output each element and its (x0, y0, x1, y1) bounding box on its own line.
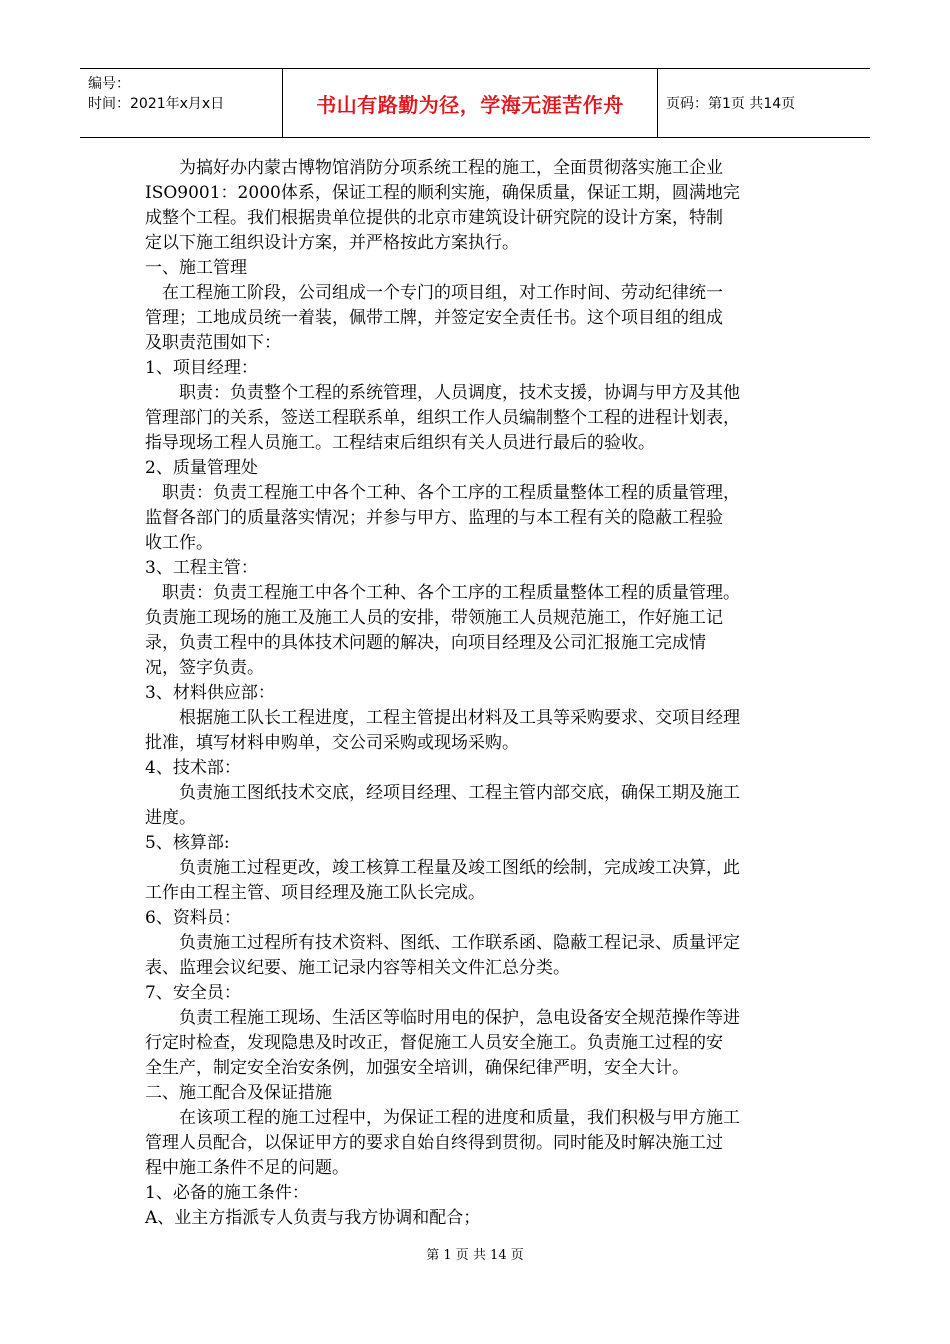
body-text-line: ISO9001：2000体系，保证工程的顺利实施，确保质量，保证工期，圆满地完 (145, 183, 740, 203)
body-text-line: 在该项工程的施工过程中，为保证工程的进度和质量，我们积极与甲方施工 (145, 1108, 740, 1128)
body-text-line: 二、施工配合及保证措施 (145, 1083, 332, 1103)
body-text-line: 5、核算部: (145, 833, 230, 853)
body-text-line: 负责施工图纸技术交底，经项目经理、工程主管内部交底，确保工期及施工 (145, 783, 740, 803)
document-body (145, 156, 807, 1231)
body-text-line: 6、资料员： (145, 908, 241, 928)
body-text-line: 管理部门的关系，签送工程联系单，组织工作人员编制整个工程的进程计划表， (145, 408, 740, 428)
body-text-line: 录，负责工程中的具体技术问题的解决，向项目经理及公司汇报施工完成情 (145, 633, 706, 653)
body-text-line: A、业主方指派专人负责与我方协调和配合； (145, 1208, 481, 1228)
page-footer: 第 1 页 共 14 页 (426, 1248, 524, 1263)
body-text-line: 收工作。 (145, 533, 213, 553)
body-text-line: 职责：负责工程施工中各个工种、各个工序的工程质量整体工程的质量管理。 (145, 583, 740, 603)
document-number-label: 编号： (88, 76, 130, 92)
header-page-cell (658, 69, 870, 137)
body-text-line: 表、监理会议纪要、施工记录内容等相关文件汇总分类。 (145, 958, 570, 978)
body-text-line: 1、项目经理： (145, 358, 258, 378)
header-slogan-cell (283, 69, 658, 137)
body-text-line: 负责工程施工现场、生活区等临时用电的保护，急电设备安全规范操作等进 (145, 1008, 740, 1028)
document-header (80, 68, 870, 138)
body-text-line: 全生产，制定安全治安条例，加强安全培训，确保纪律严明，安全大计。 (145, 1058, 689, 1078)
header-slogan: 书山有路勤为径，学海无涯苦作舟 (316, 92, 624, 117)
body-text-line: 一、施工管理 (145, 258, 247, 278)
body-text-line: 职责：负责整个工程的系统管理，人员调度，技术支援，协调与甲方及其他 (145, 383, 740, 403)
body-text-line: 2、质量管理处 (145, 458, 258, 478)
body-text-line: 管理；工地成员统一着装，佩带工牌，并签定安全责任书。这个项目组的组成 (145, 308, 723, 328)
body-text-line: 负责施工过程更改，竣工核算工程量及竣工图纸的绘制，完成竣工决算，此 (145, 858, 740, 878)
body-text-line: 监督各部门的质量落实情况；并参与甲方、监理的与本工程有关的隐蔽工程验 (145, 508, 723, 528)
body-text-line: 1、必备的施工条件： (145, 1183, 309, 1203)
body-text-line: 成整个工程。我们根据贵单位提供的北京市建筑设计研究院的设计方案，特制 (145, 208, 723, 228)
body-text-line: 及职责范围如下： (145, 333, 281, 353)
body-text-line: 工作由工程主管、项目经理及施工队长完成。 (145, 883, 485, 903)
body-text-line: 管理人员配合，以保证甲方的要求自始自终得到贯彻。同时能及时解决施工过 (145, 1133, 723, 1153)
body-text-line: 3、材料供应部： (145, 683, 275, 703)
body-text-line: 7、安全员： (145, 983, 241, 1003)
body-text-line: 定以下施工组织设计方案，并严格按此方案执行。 (145, 233, 519, 253)
body-text-line: 为搞好办内蒙古博物馆消防分项系统工程的施工，全面贯彻落实施工企业 (145, 158, 723, 178)
document-date-label: 时间：2021年x月x日 (88, 96, 225, 112)
body-text-line: 行定时检查，发现隐患及时改正，督促施工人员安全施工。负责施工过程的安 (145, 1033, 723, 1053)
body-text-line: 职责：负责工程施工中各个工种、各个工序的工程质量整体工程的质量管理， (145, 483, 740, 503)
header-meta-cell (80, 69, 283, 137)
body-text-line: 指导现场工程人员施工。工程结束后组织有关人员进行最后的验收。 (145, 433, 655, 453)
body-text-line: 程中施工条件不足的问题。 (145, 1158, 349, 1178)
body-text-line: 负责施工现场的施工及施工人员的安排，带领施工人员规范施工，作好施工记 (145, 608, 723, 628)
body-text-line: 负责施工过程所有技术资料、图纸、工作联系函、隐蔽工程记录、质量评定 (145, 933, 740, 953)
body-text-line: 况，签字负责。 (145, 658, 264, 678)
body-text-line: 批准，填写材料申购单，交公司采购或现场采购。 (145, 733, 519, 753)
body-text-line: 进度。 (145, 808, 196, 828)
body-text-line: 4、技术部： (145, 758, 241, 778)
body-text-line: 3、工程主管： (145, 558, 258, 578)
body-text-line: 根据施工队长工程进度，工程主管提出材料及工具等采购要求、交项目经理 (145, 708, 740, 728)
header-page-info: 页码：第1页 共14页 (666, 96, 796, 112)
body-text-line: 在工程施工阶段，公司组成一个专门的项目组，对工作时间、劳动纪律统一 (145, 283, 723, 303)
